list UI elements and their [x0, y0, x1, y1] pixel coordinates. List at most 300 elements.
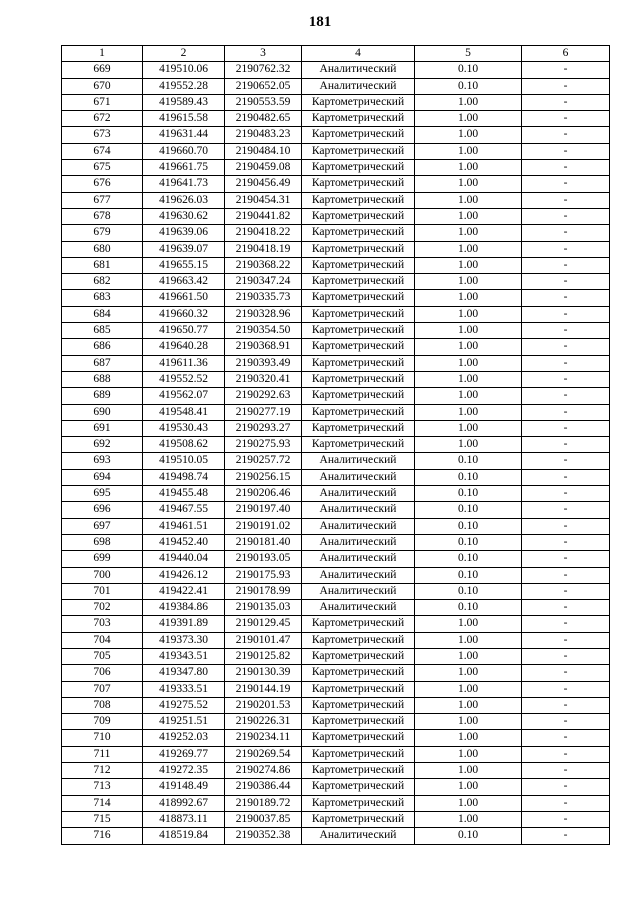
note-cell: -: [522, 257, 610, 273]
point-number-cell: 709: [62, 714, 143, 730]
table-row: [62, 404, 610, 420]
y-coordinate-cell: 2190181.40: [225, 534, 302, 550]
y-coordinate-cell: 2190454.31: [225, 192, 302, 208]
accuracy-cell: 1.00: [415, 143, 522, 159]
column-header: 2: [143, 46, 225, 62]
x-coordinate-cell: 419630.62: [143, 208, 225, 224]
accuracy-cell: 1.00: [415, 730, 522, 746]
point-number-cell: 701: [62, 583, 143, 599]
accuracy-cell: 0.10: [415, 469, 522, 485]
table-row: [62, 828, 610, 844]
accuracy-cell: 1.00: [415, 290, 522, 306]
x-coordinate-cell: 419615.58: [143, 111, 225, 127]
x-coordinate-cell: 419640.28: [143, 339, 225, 355]
method-cell: Аналитический: [302, 486, 415, 502]
y-coordinate-cell: 2190130.39: [225, 665, 302, 681]
method-cell: Аналитический: [302, 453, 415, 469]
y-coordinate-cell: 2190037.85: [225, 811, 302, 827]
y-coordinate-cell: 2190226.31: [225, 714, 302, 730]
y-coordinate-cell: 2190553.59: [225, 94, 302, 110]
point-number-cell: 711: [62, 746, 143, 762]
method-cell: Картометрический: [302, 779, 415, 795]
accuracy-cell: 1.00: [415, 339, 522, 355]
method-cell: Картометрический: [302, 192, 415, 208]
method-cell: Аналитический: [302, 583, 415, 599]
accuracy-cell: 1.00: [415, 111, 522, 127]
accuracy-cell: 0.10: [415, 518, 522, 534]
y-coordinate-cell: 2190456.49: [225, 176, 302, 192]
x-coordinate-cell: 418519.84: [143, 828, 225, 844]
x-coordinate-cell: 419660.70: [143, 143, 225, 159]
method-cell: Аналитический: [302, 600, 415, 616]
point-number-cell: 698: [62, 534, 143, 550]
y-coordinate-cell: 2190368.22: [225, 257, 302, 273]
point-number-cell: 697: [62, 518, 143, 534]
x-coordinate-cell: 419639.07: [143, 241, 225, 257]
y-coordinate-cell: 2190101.47: [225, 632, 302, 648]
table-row: [62, 616, 610, 632]
x-coordinate-cell: 419663.42: [143, 274, 225, 290]
y-coordinate-cell: 2190484.10: [225, 143, 302, 159]
note-cell: -: [522, 600, 610, 616]
method-cell: Картометрический: [302, 176, 415, 192]
accuracy-cell: 1.00: [415, 127, 522, 143]
point-number-cell: 702: [62, 600, 143, 616]
note-cell: -: [522, 143, 610, 159]
method-cell: Аналитический: [302, 518, 415, 534]
accuracy-cell: 1.00: [415, 437, 522, 453]
accuracy-cell: 0.10: [415, 600, 522, 616]
point-number-cell: 694: [62, 469, 143, 485]
y-coordinate-cell: 2190197.40: [225, 502, 302, 518]
point-number-cell: 673: [62, 127, 143, 143]
accuracy-cell: 0.10: [415, 567, 522, 583]
x-coordinate-cell: 418992.67: [143, 795, 225, 811]
y-coordinate-cell: 2190234.11: [225, 730, 302, 746]
column-header: 4: [302, 46, 415, 62]
table-row: [62, 453, 610, 469]
note-cell: -: [522, 371, 610, 387]
y-coordinate-cell: 2190125.82: [225, 648, 302, 664]
x-coordinate-cell: 419272.35: [143, 763, 225, 779]
x-coordinate-cell: 419639.06: [143, 225, 225, 241]
method-cell: Картометрический: [302, 323, 415, 339]
x-coordinate-cell: 419373.30: [143, 632, 225, 648]
x-coordinate-cell: 419641.73: [143, 176, 225, 192]
note-cell: -: [522, 208, 610, 224]
method-cell: Аналитический: [302, 551, 415, 567]
table-row: [62, 518, 610, 534]
x-coordinate-cell: 419650.77: [143, 323, 225, 339]
point-number-cell: 686: [62, 339, 143, 355]
note-cell: -: [522, 730, 610, 746]
accuracy-cell: 1.00: [415, 648, 522, 664]
x-coordinate-cell: 419626.03: [143, 192, 225, 208]
method-cell: Картометрический: [302, 632, 415, 648]
y-coordinate-cell: 2190293.27: [225, 420, 302, 436]
table-row: [62, 486, 610, 502]
accuracy-cell: 1.00: [415, 404, 522, 420]
y-coordinate-cell: 2190352.38: [225, 828, 302, 844]
point-number-cell: 677: [62, 192, 143, 208]
method-cell: Картометрический: [302, 681, 415, 697]
accuracy-cell: 1.00: [415, 632, 522, 648]
point-number-cell: 716: [62, 828, 143, 844]
x-coordinate-cell: 419611.36: [143, 355, 225, 371]
coordinates-table: [61, 45, 610, 845]
table-row: [62, 192, 610, 208]
method-cell: Картометрический: [302, 306, 415, 322]
accuracy-cell: 0.10: [415, 551, 522, 567]
method-cell: Картометрический: [302, 648, 415, 664]
note-cell: -: [522, 518, 610, 534]
point-number-cell: 708: [62, 697, 143, 713]
x-coordinate-cell: 419562.07: [143, 388, 225, 404]
method-cell: Картометрический: [302, 225, 415, 241]
point-number-cell: 669: [62, 62, 143, 78]
table-row: [62, 208, 610, 224]
method-cell: Картометрический: [302, 616, 415, 632]
table-row: [62, 78, 610, 94]
point-number-cell: 690: [62, 404, 143, 420]
method-cell: Картометрический: [302, 339, 415, 355]
point-number-cell: 691: [62, 420, 143, 436]
accuracy-cell: 1.00: [415, 665, 522, 681]
y-coordinate-cell: 2190257.72: [225, 453, 302, 469]
y-coordinate-cell: 2190175.93: [225, 567, 302, 583]
point-number-cell: 688: [62, 371, 143, 387]
accuracy-cell: 1.00: [415, 176, 522, 192]
note-cell: -: [522, 697, 610, 713]
y-coordinate-cell: 2190368.91: [225, 339, 302, 355]
x-coordinate-cell: 419391.89: [143, 616, 225, 632]
table-row: [62, 290, 610, 306]
point-number-cell: 676: [62, 176, 143, 192]
accuracy-cell: 0.10: [415, 828, 522, 844]
table-row: [62, 323, 610, 339]
note-cell: -: [522, 763, 610, 779]
x-coordinate-cell: 419455.48: [143, 486, 225, 502]
method-cell: Картометрический: [302, 355, 415, 371]
y-coordinate-cell: 2190193.05: [225, 551, 302, 567]
note-cell: -: [522, 746, 610, 762]
table-row: [62, 811, 610, 827]
x-coordinate-cell: 419148.49: [143, 779, 225, 795]
note-cell: -: [522, 648, 610, 664]
note-cell: -: [522, 323, 610, 339]
accuracy-cell: 1.00: [415, 225, 522, 241]
accuracy-cell: 1.00: [415, 681, 522, 697]
x-coordinate-cell: 419548.41: [143, 404, 225, 420]
note-cell: -: [522, 274, 610, 290]
accuracy-cell: 1.00: [415, 616, 522, 632]
point-number-cell: 671: [62, 94, 143, 110]
accuracy-cell: 0.10: [415, 502, 522, 518]
point-number-cell: 674: [62, 143, 143, 159]
y-coordinate-cell: 2190191.02: [225, 518, 302, 534]
note-cell: -: [522, 616, 610, 632]
note-cell: -: [522, 225, 610, 241]
y-coordinate-cell: 2190206.46: [225, 486, 302, 502]
accuracy-cell: 1.00: [415, 241, 522, 257]
point-number-cell: 710: [62, 730, 143, 746]
y-coordinate-cell: 2190275.93: [225, 437, 302, 453]
note-cell: -: [522, 355, 610, 371]
table-row: [62, 632, 610, 648]
point-number-cell: 685: [62, 323, 143, 339]
accuracy-cell: 1.00: [415, 371, 522, 387]
point-number-cell: 695: [62, 486, 143, 502]
point-number-cell: 714: [62, 795, 143, 811]
y-coordinate-cell: 2190441.82: [225, 208, 302, 224]
method-cell: Картометрический: [302, 143, 415, 159]
y-coordinate-cell: 2190335.73: [225, 290, 302, 306]
x-coordinate-cell: 418873.11: [143, 811, 225, 827]
point-number-cell: 693: [62, 453, 143, 469]
accuracy-cell: 1.00: [415, 388, 522, 404]
point-number-cell: 672: [62, 111, 143, 127]
point-number-cell: 678: [62, 208, 143, 224]
table-row: [62, 469, 610, 485]
note-cell: -: [522, 62, 610, 78]
y-coordinate-cell: 2190418.22: [225, 225, 302, 241]
note-cell: -: [522, 160, 610, 176]
note-cell: -: [522, 404, 610, 420]
x-coordinate-cell: 419552.28: [143, 78, 225, 94]
method-cell: Картометрический: [302, 811, 415, 827]
y-coordinate-cell: 2190135.03: [225, 600, 302, 616]
note-cell: -: [522, 551, 610, 567]
table-row: [62, 534, 610, 550]
table-row: [62, 779, 610, 795]
method-cell: Картометрический: [302, 420, 415, 436]
accuracy-cell: 1.00: [415, 811, 522, 827]
method-cell: Картометрический: [302, 160, 415, 176]
x-coordinate-cell: 419661.50: [143, 290, 225, 306]
header-row: [62, 46, 610, 62]
y-coordinate-cell: 2190189.72: [225, 795, 302, 811]
accuracy-cell: 0.10: [415, 62, 522, 78]
method-cell: Картометрический: [302, 746, 415, 762]
y-coordinate-cell: 2190482.65: [225, 111, 302, 127]
note-cell: -: [522, 241, 610, 257]
x-coordinate-cell: 419251.51: [143, 714, 225, 730]
table-header: [62, 46, 610, 62]
accuracy-cell: 1.00: [415, 306, 522, 322]
point-number-cell: 696: [62, 502, 143, 518]
x-coordinate-cell: 419422.41: [143, 583, 225, 599]
column-header: 3: [225, 46, 302, 62]
table-row: [62, 257, 610, 273]
table-body: [62, 62, 610, 844]
method-cell: Картометрический: [302, 714, 415, 730]
method-cell: Картометрический: [302, 208, 415, 224]
note-cell: -: [522, 420, 610, 436]
note-cell: -: [522, 534, 610, 550]
x-coordinate-cell: 419660.32: [143, 306, 225, 322]
method-cell: Аналитический: [302, 502, 415, 518]
y-coordinate-cell: 2190178.99: [225, 583, 302, 599]
method-cell: Картометрический: [302, 241, 415, 257]
table-row: [62, 502, 610, 518]
table-row: [62, 176, 610, 192]
note-cell: -: [522, 714, 610, 730]
point-number-cell: 712: [62, 763, 143, 779]
point-number-cell: 689: [62, 388, 143, 404]
method-cell: Картометрический: [302, 388, 415, 404]
note-cell: -: [522, 339, 610, 355]
method-cell: Аналитический: [302, 567, 415, 583]
point-number-cell: 703: [62, 616, 143, 632]
accuracy-cell: 1.00: [415, 714, 522, 730]
note-cell: -: [522, 176, 610, 192]
table-row: [62, 274, 610, 290]
table-row: [62, 697, 610, 713]
note-cell: -: [522, 811, 610, 827]
y-coordinate-cell: 2190274.86: [225, 763, 302, 779]
method-cell: Картометрический: [302, 697, 415, 713]
column-header: 1: [62, 46, 143, 62]
y-coordinate-cell: 2190347.24: [225, 274, 302, 290]
method-cell: Картометрический: [302, 665, 415, 681]
x-coordinate-cell: 419661.75: [143, 160, 225, 176]
method-cell: Аналитический: [302, 469, 415, 485]
point-number-cell: 713: [62, 779, 143, 795]
method-cell: Картометрический: [302, 404, 415, 420]
accuracy-cell: 1.00: [415, 763, 522, 779]
y-coordinate-cell: 2190269.54: [225, 746, 302, 762]
note-cell: -: [522, 127, 610, 143]
accuracy-cell: 1.00: [415, 323, 522, 339]
accuracy-cell: 1.00: [415, 208, 522, 224]
x-coordinate-cell: 419631.44: [143, 127, 225, 143]
table-row: [62, 355, 610, 371]
table-row: [62, 94, 610, 110]
note-cell: -: [522, 453, 610, 469]
method-cell: Картометрический: [302, 257, 415, 273]
method-cell: Картометрический: [302, 763, 415, 779]
y-coordinate-cell: 2190129.45: [225, 616, 302, 632]
accuracy-cell: 0.10: [415, 453, 522, 469]
point-number-cell: 707: [62, 681, 143, 697]
note-cell: -: [522, 795, 610, 811]
y-coordinate-cell: 2190418.19: [225, 241, 302, 257]
method-cell: Картометрический: [302, 290, 415, 306]
method-cell: Аналитический: [302, 62, 415, 78]
x-coordinate-cell: 419655.15: [143, 257, 225, 273]
table-row: [62, 371, 610, 387]
accuracy-cell: 1.00: [415, 257, 522, 273]
note-cell: -: [522, 828, 610, 844]
table-row: [62, 127, 610, 143]
point-number-cell: 681: [62, 257, 143, 273]
accuracy-cell: 1.00: [415, 274, 522, 290]
x-coordinate-cell: 419347.80: [143, 665, 225, 681]
table-row: [62, 730, 610, 746]
table-row: [62, 681, 610, 697]
y-coordinate-cell: 2190292.63: [225, 388, 302, 404]
x-coordinate-cell: 419467.55: [143, 502, 225, 518]
x-coordinate-cell: 419252.03: [143, 730, 225, 746]
table-row: [62, 795, 610, 811]
point-number-cell: 683: [62, 290, 143, 306]
note-cell: -: [522, 94, 610, 110]
x-coordinate-cell: 419440.04: [143, 551, 225, 567]
accuracy-cell: 1.00: [415, 795, 522, 811]
note-cell: -: [522, 469, 610, 485]
method-cell: Картометрический: [302, 111, 415, 127]
method-cell: Картометрический: [302, 730, 415, 746]
y-coordinate-cell: 2190459.08: [225, 160, 302, 176]
note-cell: -: [522, 632, 610, 648]
note-cell: -: [522, 192, 610, 208]
accuracy-cell: 1.00: [415, 192, 522, 208]
x-coordinate-cell: 419384.86: [143, 600, 225, 616]
table-row: [62, 551, 610, 567]
x-coordinate-cell: 419269.77: [143, 746, 225, 762]
note-cell: -: [522, 437, 610, 453]
note-cell: -: [522, 290, 610, 306]
table-row: [62, 306, 610, 322]
accuracy-cell: 0.10: [415, 583, 522, 599]
table-row: [62, 437, 610, 453]
method-cell: Картометрический: [302, 371, 415, 387]
y-coordinate-cell: 2190277.19: [225, 404, 302, 420]
table-row: [62, 746, 610, 762]
accuracy-cell: 1.00: [415, 420, 522, 436]
x-coordinate-cell: 419510.05: [143, 453, 225, 469]
x-coordinate-cell: 419552.52: [143, 371, 225, 387]
note-cell: -: [522, 681, 610, 697]
method-cell: Аналитический: [302, 534, 415, 550]
note-cell: -: [522, 779, 610, 795]
y-coordinate-cell: 2190320.41: [225, 371, 302, 387]
y-coordinate-cell: 2190328.96: [225, 306, 302, 322]
point-number-cell: 699: [62, 551, 143, 567]
accuracy-cell: 0.10: [415, 534, 522, 550]
accuracy-cell: 1.00: [415, 697, 522, 713]
note-cell: -: [522, 567, 610, 583]
table-row: [62, 241, 610, 257]
table-row: [62, 388, 610, 404]
accuracy-cell: 0.10: [415, 78, 522, 94]
point-number-cell: 679: [62, 225, 143, 241]
method-cell: Картометрический: [302, 127, 415, 143]
y-coordinate-cell: 2190393.49: [225, 355, 302, 371]
table-row: [62, 111, 610, 127]
point-number-cell: 687: [62, 355, 143, 371]
note-cell: -: [522, 306, 610, 322]
accuracy-cell: 0.10: [415, 486, 522, 502]
table-row: [62, 160, 610, 176]
note-cell: -: [522, 78, 610, 94]
y-coordinate-cell: 2190354.50: [225, 323, 302, 339]
y-coordinate-cell: 2190256.15: [225, 469, 302, 485]
point-number-cell: 706: [62, 665, 143, 681]
y-coordinate-cell: 2190144.19: [225, 681, 302, 697]
method-cell: Аналитический: [302, 828, 415, 844]
y-coordinate-cell: 2190386.44: [225, 779, 302, 795]
x-coordinate-cell: 419589.43: [143, 94, 225, 110]
point-number-cell: 670: [62, 78, 143, 94]
table-row: [62, 714, 610, 730]
x-coordinate-cell: 419530.43: [143, 420, 225, 436]
y-coordinate-cell: 2190762.32: [225, 62, 302, 78]
note-cell: -: [522, 486, 610, 502]
note-cell: -: [522, 388, 610, 404]
table-row: [62, 763, 610, 779]
table-row: [62, 339, 610, 355]
